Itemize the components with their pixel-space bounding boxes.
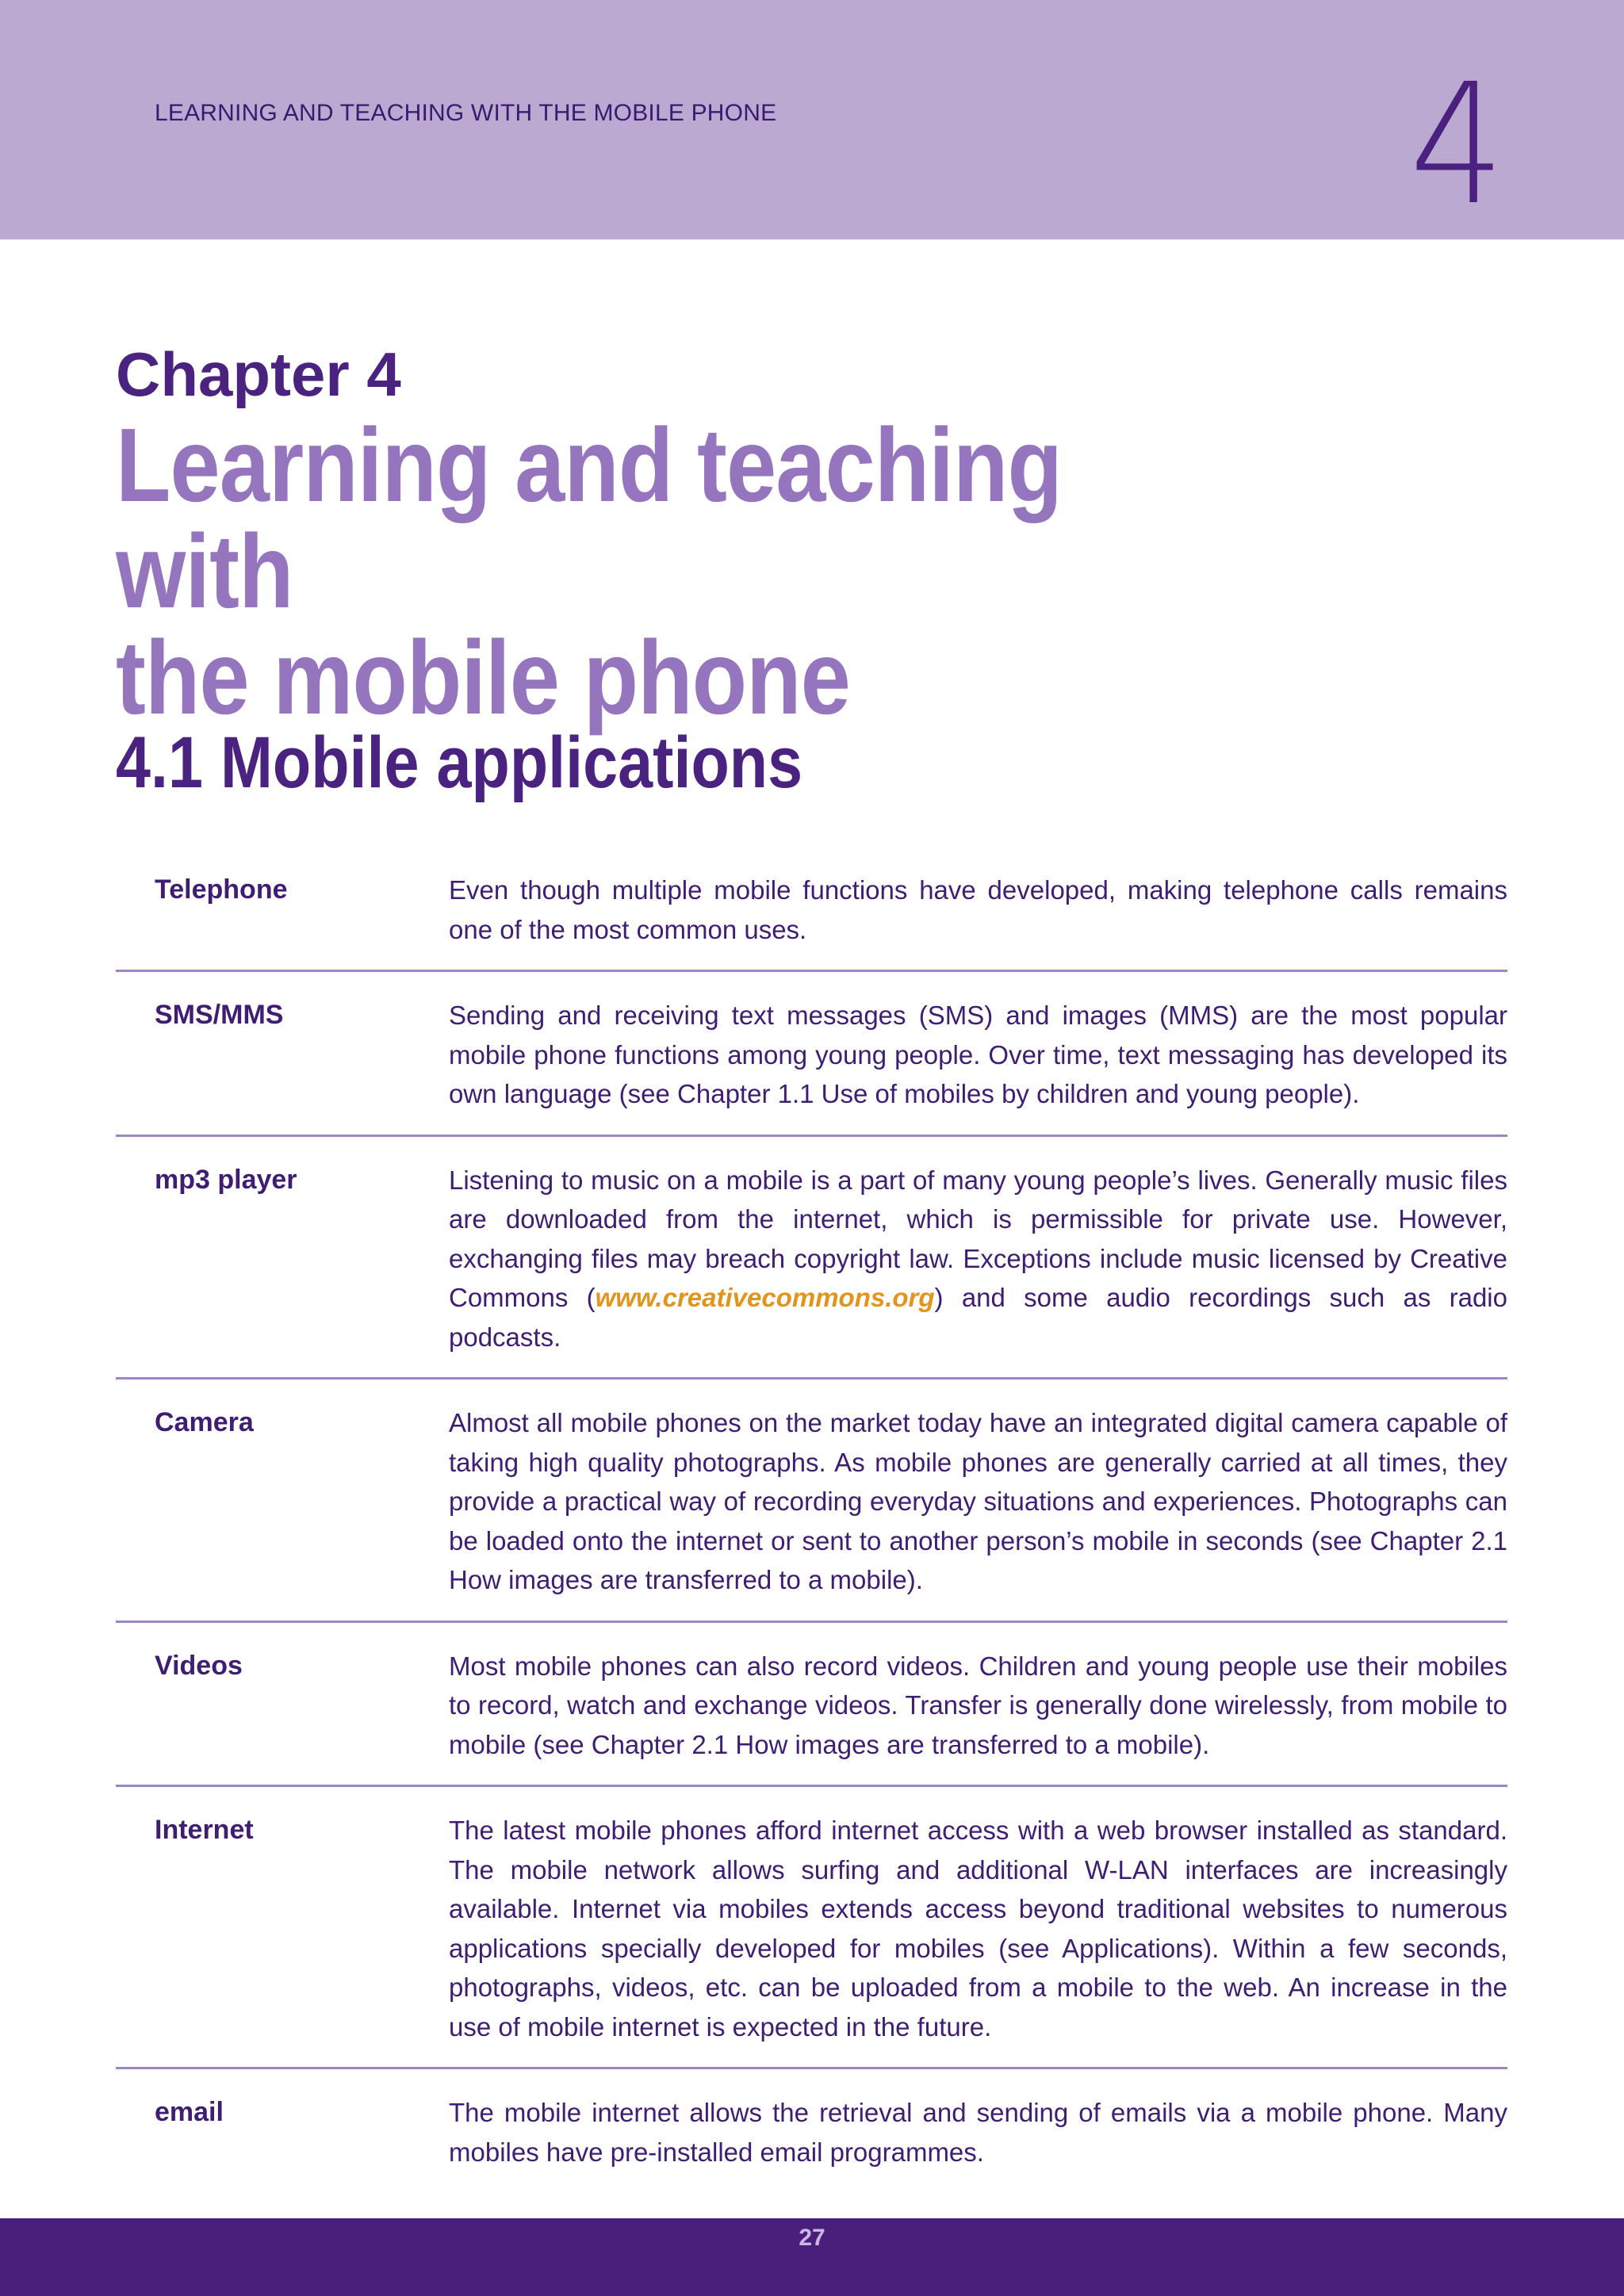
application-label: mp3 player <box>155 1164 297 1195</box>
application-label: email <box>155 2097 224 2127</box>
application-description <box>449 1161 1507 1357</box>
chapter-number: 4 <box>1409 48 1505 242</box>
application-label: Internet <box>155 1815 254 1845</box>
application-description: The mobile internet allows the retrieval and sending of emails via a mobile phone. Many mobiles have pre-installed email programmes. <box>449 2098 1507 2167</box>
application-row-telephone <box>116 864 1507 972</box>
chapter-title-line1: Learning and teaching with <box>116 407 1062 629</box>
application-description: Even though multiple mobile functions have developed, making telephone calls remains one of the most common uses. <box>449 875 1507 944</box>
chapter-title <box>116 407 1207 736</box>
description-text-before-link: Listening to music on a mobile is a part of many young people’s lives. Generally music files are downloaded from the internet, which is permissible for private use. However, exchanging files may breach copyright law. Exceptions include music licensed by Creative Commons ( <box>449 1165 1507 1312</box>
application-description: Sending and receiving text messages (SMS) and images (MMS) are the most popular mobile phone functions among young people. Over time, text messaging has developed its own language (see Chapter 1.1 Use of mobiles by children and young people). <box>449 1001 1507 1108</box>
application-description: The latest mobile phones afford internet access with a web browser installed as standard. The mobile network allows surfing and additional W-LAN interfaces are increasingly available. Internet via mobiles extends access beyond traditional websites to numerous applications specially developed for mobiles (see Applications). Within a few seconds, photographs, videos, etc. can be uploaded from a mobile to the web. An increase in the use of mobile internet is expected in the future. <box>449 1816 1507 2042</box>
chapter-title-line2: the mobile phone <box>116 619 850 736</box>
application-label: Telephone <box>155 874 288 905</box>
application-row-camera <box>116 1397 1507 1623</box>
running-title: LEARNING AND TEACHING WITH THE MOBILE PHONE <box>155 100 777 126</box>
application-row-internet <box>116 1804 1507 2069</box>
header-band <box>0 0 1624 242</box>
application-row-sms-mms <box>116 989 1507 1137</box>
application-row-videos <box>116 1640 1507 1788</box>
application-label: Videos <box>155 1650 243 1681</box>
page-number: 27 <box>799 2225 825 2251</box>
applications-list <box>116 864 1507 2210</box>
application-description: Almost all mobile phones on the market today have an integrated digital camera capable of taking high quality photographs. As mobile phones are generally carried at all times, they provide a practical way of recording everyday situations and experiences. Photographs can be loaded onto the internet or sent to another person’s mobile in seconds (see Chapter 2.1 How images are transferred to a mobile). <box>449 1408 1507 1594</box>
application-row-email <box>116 2087 1507 2192</box>
section-heading: 4.1 Mobile applications <box>116 722 803 803</box>
application-label: SMS/MMS <box>155 1000 284 1030</box>
application-row-mp3-player <box>116 1154 1507 1380</box>
application-description: Most mobile phones can also record videos. Children and young people use their mobiles to record, watch and exchange videos. Transfer is generally done wirelessly, from mobile to mobile (see Chapter 2.1 How images are transferred to a mobile). <box>449 1651 1507 1759</box>
chapter-label: Chapter 4 <box>116 339 401 409</box>
application-label: Camera <box>155 1407 254 1437</box>
creative-commons-link[interactable]: www.creativecommons.org <box>595 1283 935 1312</box>
description-text-after-link: ) and some audio recordings such as radio podcasts. <box>449 1283 1507 1352</box>
